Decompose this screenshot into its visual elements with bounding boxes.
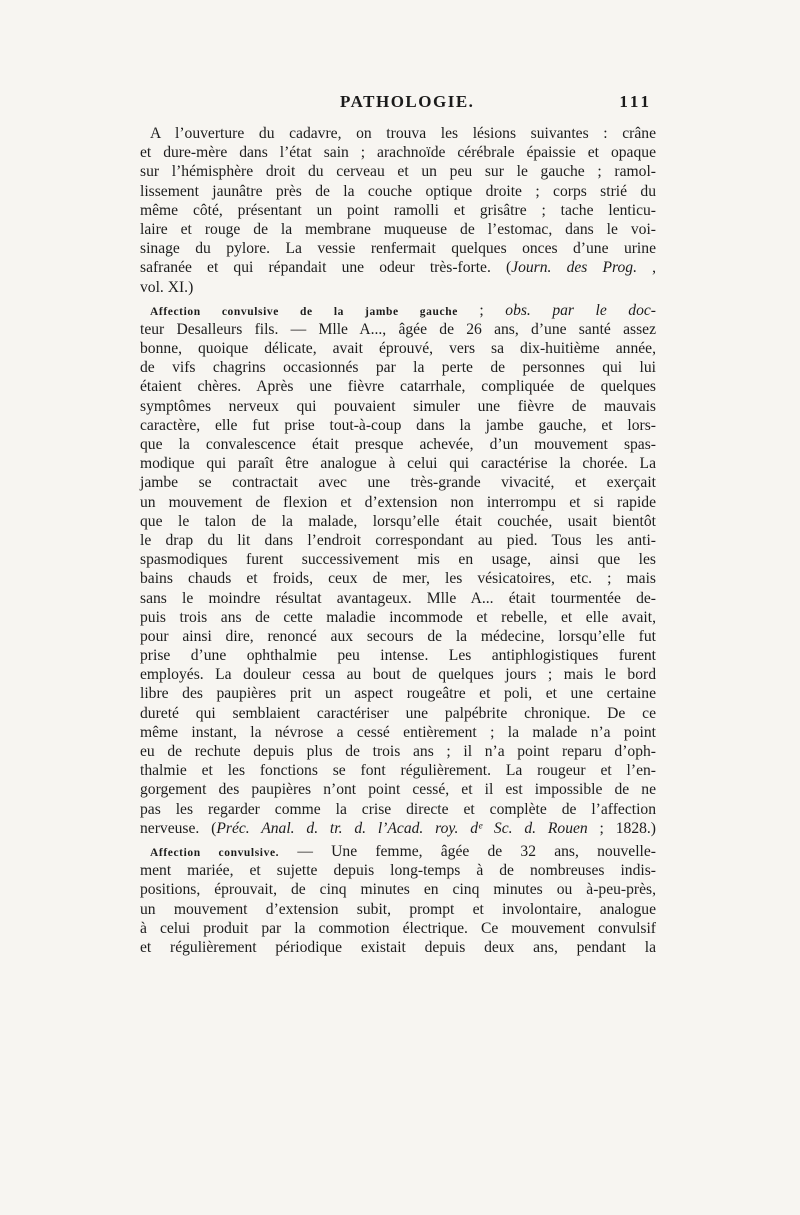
text-line: spasmodiques furent successivement mis en usage, ainsi que les [140, 551, 656, 569]
text-line-with-citation: nerveuse. (Préc. Anal. d. tr. d. l’Acad. roy. dᵉ Sc. d. Rouen ; 1828.) [140, 819, 657, 837]
section-heading-line: Affection convulsive de la jambe gauche ; obs. par le doc- [150, 301, 656, 319]
text-line: de vifs chagrins occasionnés par la perte de personnes qui lui [140, 359, 656, 377]
text-line: prise d’une ophthalmie peu intense. Les antiphlogistiques furent [140, 647, 656, 665]
text-line: pour ainsi dire, renoncé aux secours de la médecine, lorsqu’elle fut [140, 627, 656, 645]
page-number: 111 [619, 92, 652, 111]
text-line: le drap du lit dans l’endroit correspondant au pied. Tous les anti- [140, 531, 656, 549]
paragraph-leg-convulsion [140, 301, 656, 838]
text-line: laire et rouge de la membrane muqueuse de l’estomac, dans le voi- [140, 220, 656, 238]
text-line: et dure-mère dans l’état sain ; arachnoïde cérébrale épaissie et opaque [140, 144, 656, 162]
text-line: à celui produit par la commotion électrique. Ce mouvement convulsif [140, 919, 656, 937]
text-line: sur l’hémisphère droit du cerveau et un peu sur le gauche ; ramol- [140, 163, 656, 181]
text-line: ment mariée, et sujette depuis long-temps à de nombreuses indis- [140, 862, 656, 880]
body-text [140, 124, 656, 957]
page-header [140, 92, 660, 116]
text-line: modique qui paraît être analogue à celui qui caractérise la chorée. La [140, 455, 656, 473]
text-line: libre des paupières prit un aspect rougeâtre et poli, et une certaine [140, 685, 656, 703]
text-line: bains chauds et froids, ceux de mer, les vésicatoires, etc. ; mais [140, 570, 656, 588]
text-line: gorgement des paupières n’ont point cessé, et il est impossible de ne [140, 781, 656, 799]
text-line: même côté, présentant un point ramolli et grisâtre ; tache lenticu- [140, 201, 656, 219]
text-line: que la convalescence était presque achevée, d’un mouvement spas- [140, 436, 656, 453]
text-line: eu de rechute depuis plus de trois ans ; il n’a point reparu d’oph- [140, 743, 656, 760]
text-line: un mouvement d’extension subit, prompt et involontaire, analogue [140, 900, 656, 918]
text-line: dureté qui semblaient caractériser une palpébrite chronique. De ce [140, 704, 656, 722]
running-title: PATHOLOGIE. [340, 92, 475, 111]
text-line: A l’ouverture du cadavre, on trouva les lésions suivantes : crâne [150, 125, 656, 142]
text-line: étaient chères. Après une fièvre catarrhale, compliquée de quelques [140, 378, 656, 396]
text-line: symptômes nerveux qui pouvaient simuler une fièvre de mauvais [140, 397, 656, 415]
section-heading: Affection convulsive de la jambe gauche [150, 305, 458, 318]
text-line: sinage du pylore. La vessie renfermait quelques onces d’une urine [140, 240, 656, 258]
text-line: vol. XI.) [140, 278, 194, 296]
academy-citation: Préc. Anal. d. tr. d. l’Acad. roy. dᵉ Sc. d. Rouen [216, 819, 588, 837]
text-line: caractère, elle fut prise tout-à-coup dans la jambe gauche, et lors- [140, 416, 656, 434]
paragraph-autopsy [140, 124, 656, 297]
section-heading-line: Affection convulsive. — Une femme, âgée de 32 ans, nouvelle- [150, 842, 656, 860]
observation-label: obs. par le doc- [505, 301, 656, 319]
section-heading: Affection convulsive. [150, 846, 280, 859]
text-line: jambe se contractait avec une très-grande vivacité, et exerçait [140, 474, 656, 492]
text-line: thalmie et les fonctions se font régulièrement. La rougeur et l’en- [140, 762, 656, 780]
text-line: et régulièrement périodique existait depuis deux ans, pendant la [140, 938, 656, 956]
text-line: bonne, quoique délicate, avait éprouvé, vers sa dix-huitième année, [140, 340, 656, 358]
paragraph-convulsive-affection [140, 842, 656, 957]
text-line: teur Desalleurs fils. — Mlle A..., âgée de 26 ans, d’une santé assez [140, 320, 656, 338]
text-line: puis trois ans de cette maladie incommode et rebelle, et elle avait, [140, 608, 656, 626]
text-line: employés. La douleur cessa au bout de quelques jours ; mais le bord [140, 666, 656, 684]
text-line: un mouvement de flexion et d’extension non interrompu et si rapide [140, 493, 656, 511]
text-line-with-citation: safranée et qui répandait une odeur très-forte. (Journ. des Prog. , [140, 259, 656, 277]
text-line: sans le moindre résultat avantageux. Mlle A... était tourmentée de- [140, 589, 656, 607]
journal-citation: Journ. des Prog. [511, 259, 637, 277]
text-line: même instant, la névrose a cessé entièrement ; la malade n’a point [140, 723, 656, 741]
text-line: positions, éprouvait, de cinq minutes en cinq minutes ou à-peu-près, [140, 881, 656, 899]
text-line: lissement jaunâtre près de la couche optique droite ; corps strié du [140, 182, 656, 200]
text-line: que le talon de la malade, lorsqu’elle était couchée, usait bientôt [140, 512, 656, 530]
text-line: pas les regarder comme la crise directe et complète de l’affection [140, 800, 656, 818]
